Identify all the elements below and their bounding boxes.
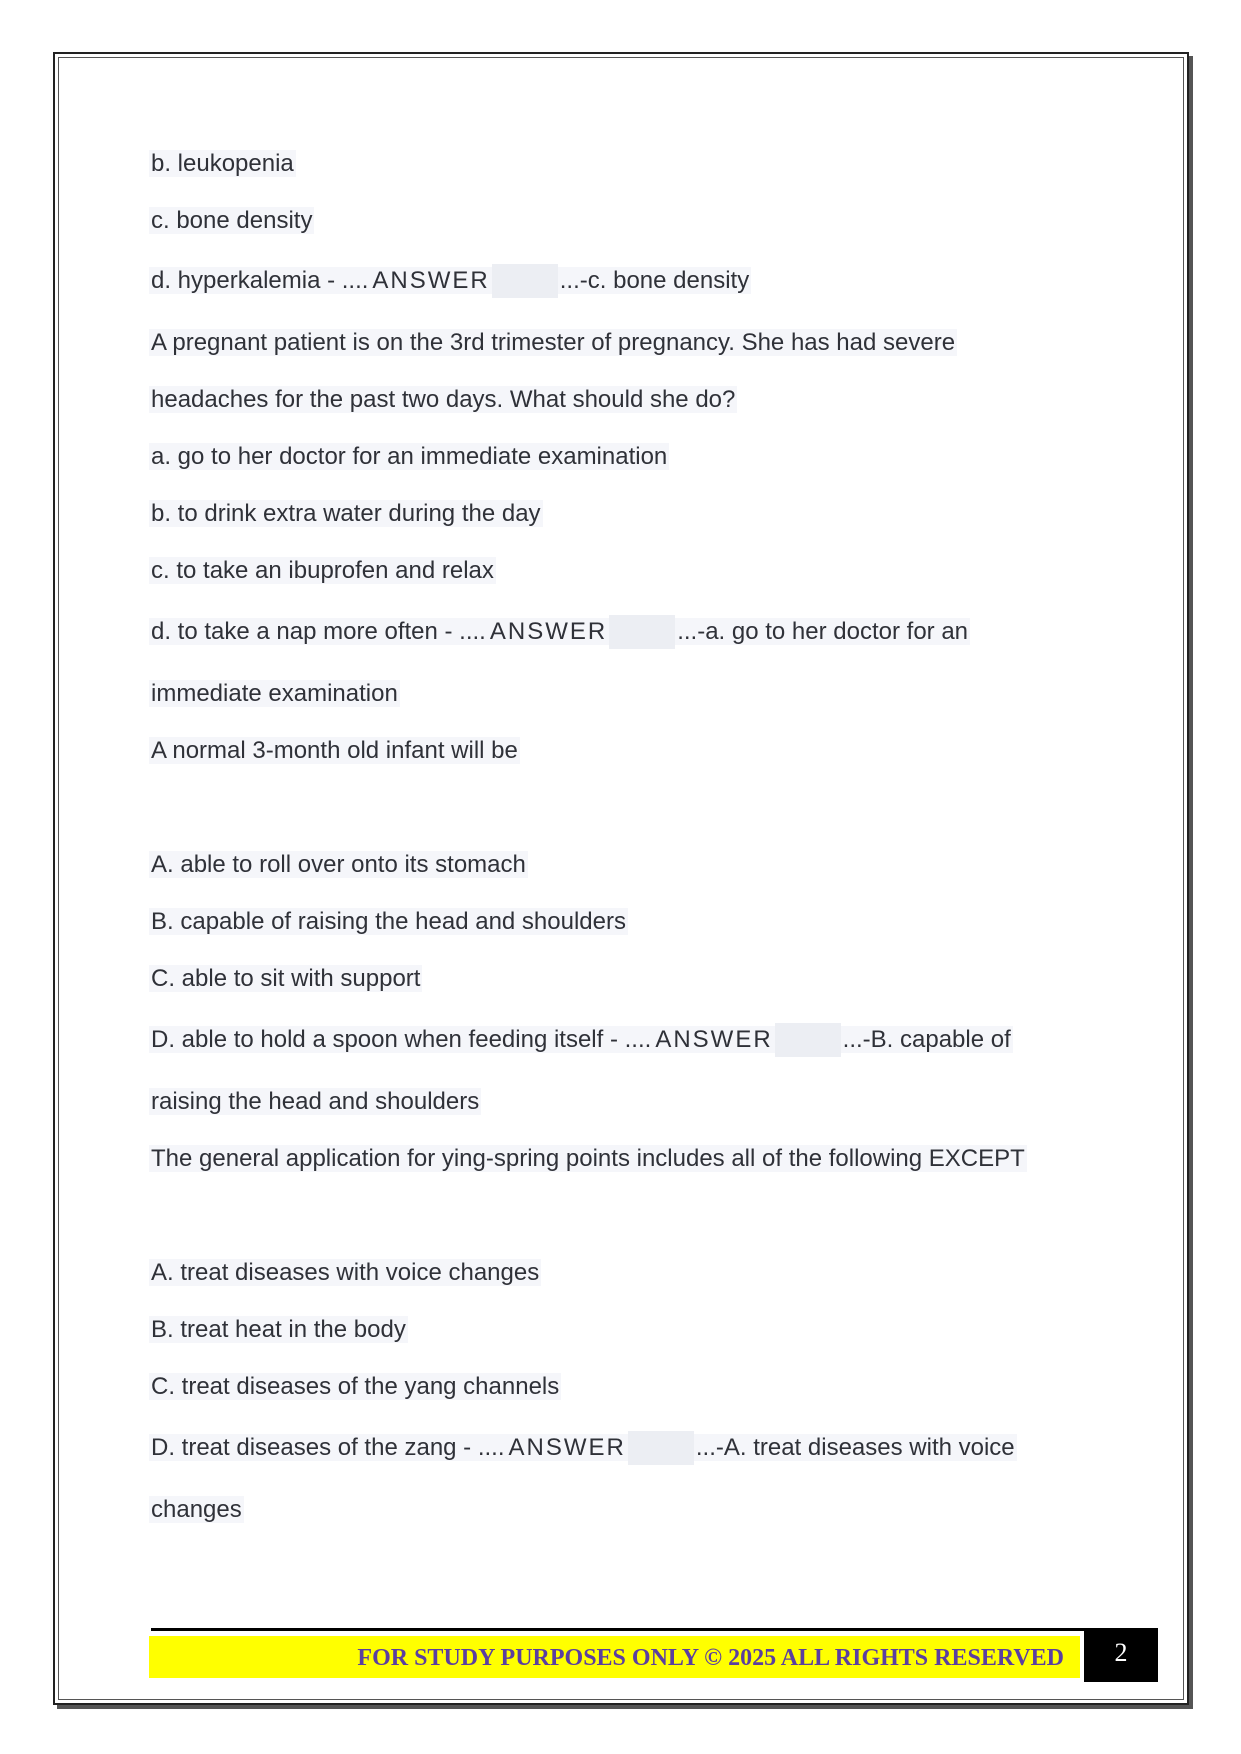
- question-text: headaches for the past two days. What should she do?: [151, 386, 736, 413]
- option-text: b. leukopenia: [151, 150, 294, 177]
- page-number: 2: [1084, 1628, 1158, 1682]
- option-text: C. treat diseases of the yang channels: [151, 1373, 560, 1400]
- question-text: A normal 3-month old infant will be: [151, 737, 518, 764]
- answer-text: ...-B. capable of: [842, 1026, 1011, 1053]
- option-text: A. treat diseases with voice changes: [151, 1259, 540, 1286]
- answer-label: ANSWER: [372, 267, 490, 294]
- answer-continuation: changes: [151, 1496, 242, 1523]
- question-text: The general application for ying-spring points includes all of the following EXCEPT: [151, 1145, 1025, 1172]
- question-text: A pregnant patient is on the 3rd trimester of pregnancy. She has had severe: [151, 329, 956, 356]
- footer-bar: [149, 1636, 1080, 1678]
- answer-line: D. treat diseases of the zang - .... ANSWER ...-A. treat diseases with voice: [149, 1431, 1017, 1465]
- answer-text: ...-A. treat diseases with voice: [695, 1434, 1015, 1461]
- footer-copyright: FOR STUDY PURPOSES ONLY © 2025 ALL RIGHTS RESERVED: [357, 1645, 1064, 1671]
- option-text: b. to drink extra water during the day: [151, 500, 541, 527]
- answer-gap: [492, 264, 558, 298]
- option-text: c. bone density: [151, 207, 313, 234]
- answer-text: ...-c. bone density: [559, 267, 750, 294]
- option-text: B. treat heat in the body: [151, 1316, 406, 1343]
- footer-rule: [151, 1628, 1087, 1631]
- answer-gap: [775, 1023, 841, 1057]
- answer-continuation: immediate examination: [151, 680, 398, 707]
- answer-line: d. hyperkalemia - .... ANSWER ...-c. bone density: [149, 264, 751, 298]
- answer-continuation: raising the head and shoulders: [151, 1088, 480, 1115]
- option-text: B. capable of raising the head and shoulders: [151, 908, 626, 935]
- answer-gap: [609, 615, 675, 649]
- answer-line: D. able to hold a spoon when feeding itself - .... ANSWER ...-B. capable of: [149, 1023, 1013, 1057]
- option-text: c. to take an ibuprofen and relax: [151, 557, 494, 584]
- answer-text: ...-a. go to her doctor for an: [677, 618, 969, 645]
- answer-line: d. to take a nap more often - .... ANSWER ...-a. go to her doctor for an: [149, 615, 970, 649]
- option-text: C. able to sit with support: [151, 965, 421, 992]
- answer-gap: [628, 1431, 694, 1465]
- answer-label: ANSWER: [489, 618, 608, 645]
- answer-label: ANSWER: [655, 1026, 773, 1053]
- option-text: A. able to roll over onto its stomach: [151, 851, 526, 878]
- answer-label: ANSWER: [508, 1434, 626, 1461]
- option-text: a. go to her doctor for an immediate examination: [151, 443, 668, 470]
